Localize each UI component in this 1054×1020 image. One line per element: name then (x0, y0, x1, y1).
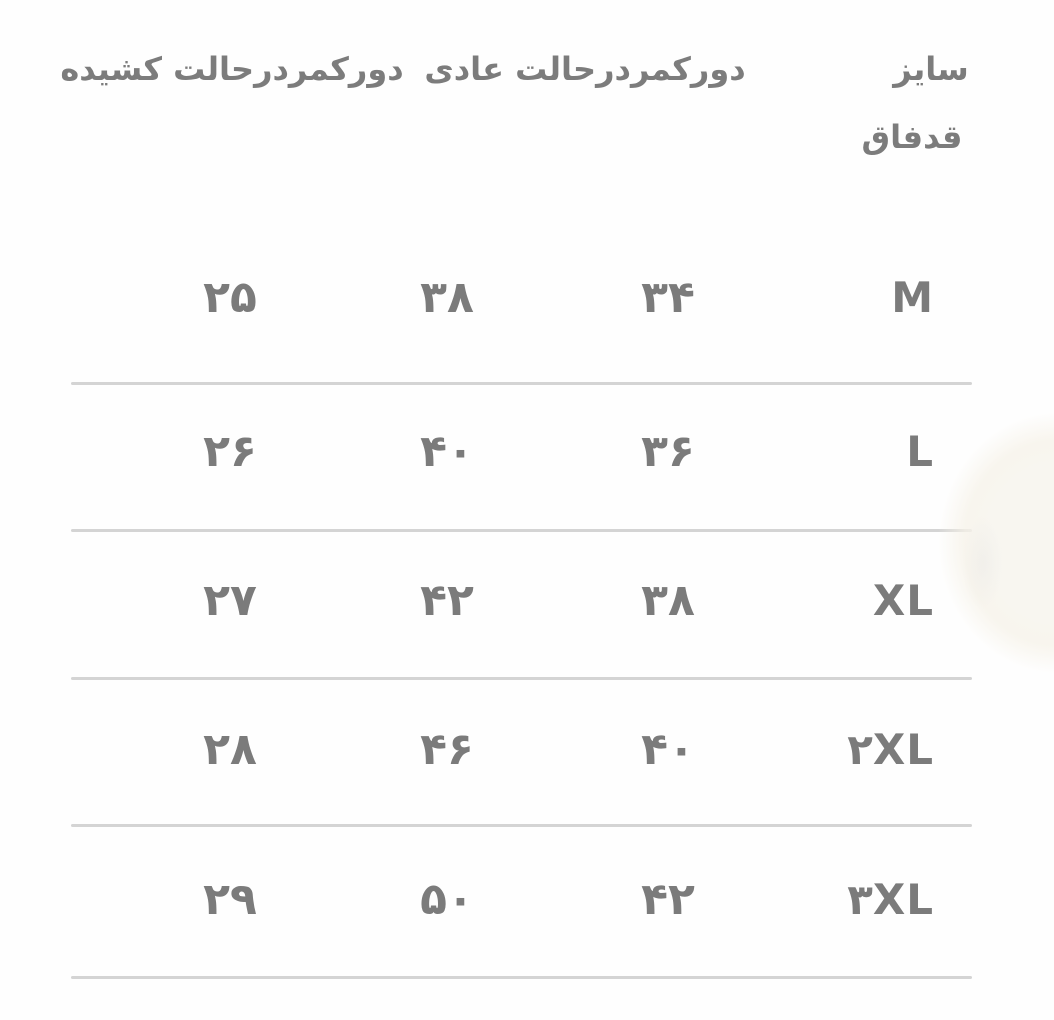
table-row (0, 421, 1054, 483)
value-cell: ۴۰ (641, 724, 695, 775)
column-header-waist-stretched: دورکمردرحالت کشیده (60, 50, 404, 88)
value-cell: ۴۰ (420, 426, 474, 477)
table-row (0, 267, 1054, 329)
column-header-waist-normal: دورکمردرحالت عادی (424, 50, 746, 88)
row-divider (71, 677, 972, 680)
value-cell: ۵۰ (420, 874, 474, 925)
table-row (0, 570, 1054, 632)
row-divider (71, 529, 972, 532)
row-divider (71, 824, 972, 827)
value-cell: ۳۸ (420, 272, 474, 323)
value-cell: ۲۹ (203, 874, 257, 925)
row-divider (71, 976, 972, 979)
table-row (0, 719, 1054, 781)
value-cell: ۲۵ (203, 272, 257, 323)
table-row (0, 869, 1054, 931)
value-cell: ۲۸ (203, 724, 257, 775)
value-cell: ۲۶ (203, 426, 257, 477)
size-cell: ۲XL (847, 725, 934, 774)
value-cell: ۲۷ (203, 575, 257, 626)
size-cell: L (906, 427, 934, 476)
value-cell: ۴۶ (420, 724, 474, 775)
value-cell: ۴۲ (641, 874, 695, 925)
value-cell: ۳۶ (641, 426, 695, 477)
column-header-size: سایز (893, 50, 969, 88)
size-cell: M (891, 273, 934, 322)
size-cell: XL (872, 576, 934, 625)
value-cell: ۴۲ (420, 575, 474, 626)
value-cell: ۳۸ (641, 575, 695, 626)
value-cell: ۳۴ (641, 272, 695, 323)
column-header-rise-length: قدفاق (861, 118, 963, 156)
size-cell: ۳XL (847, 875, 934, 924)
row-divider (71, 382, 972, 385)
